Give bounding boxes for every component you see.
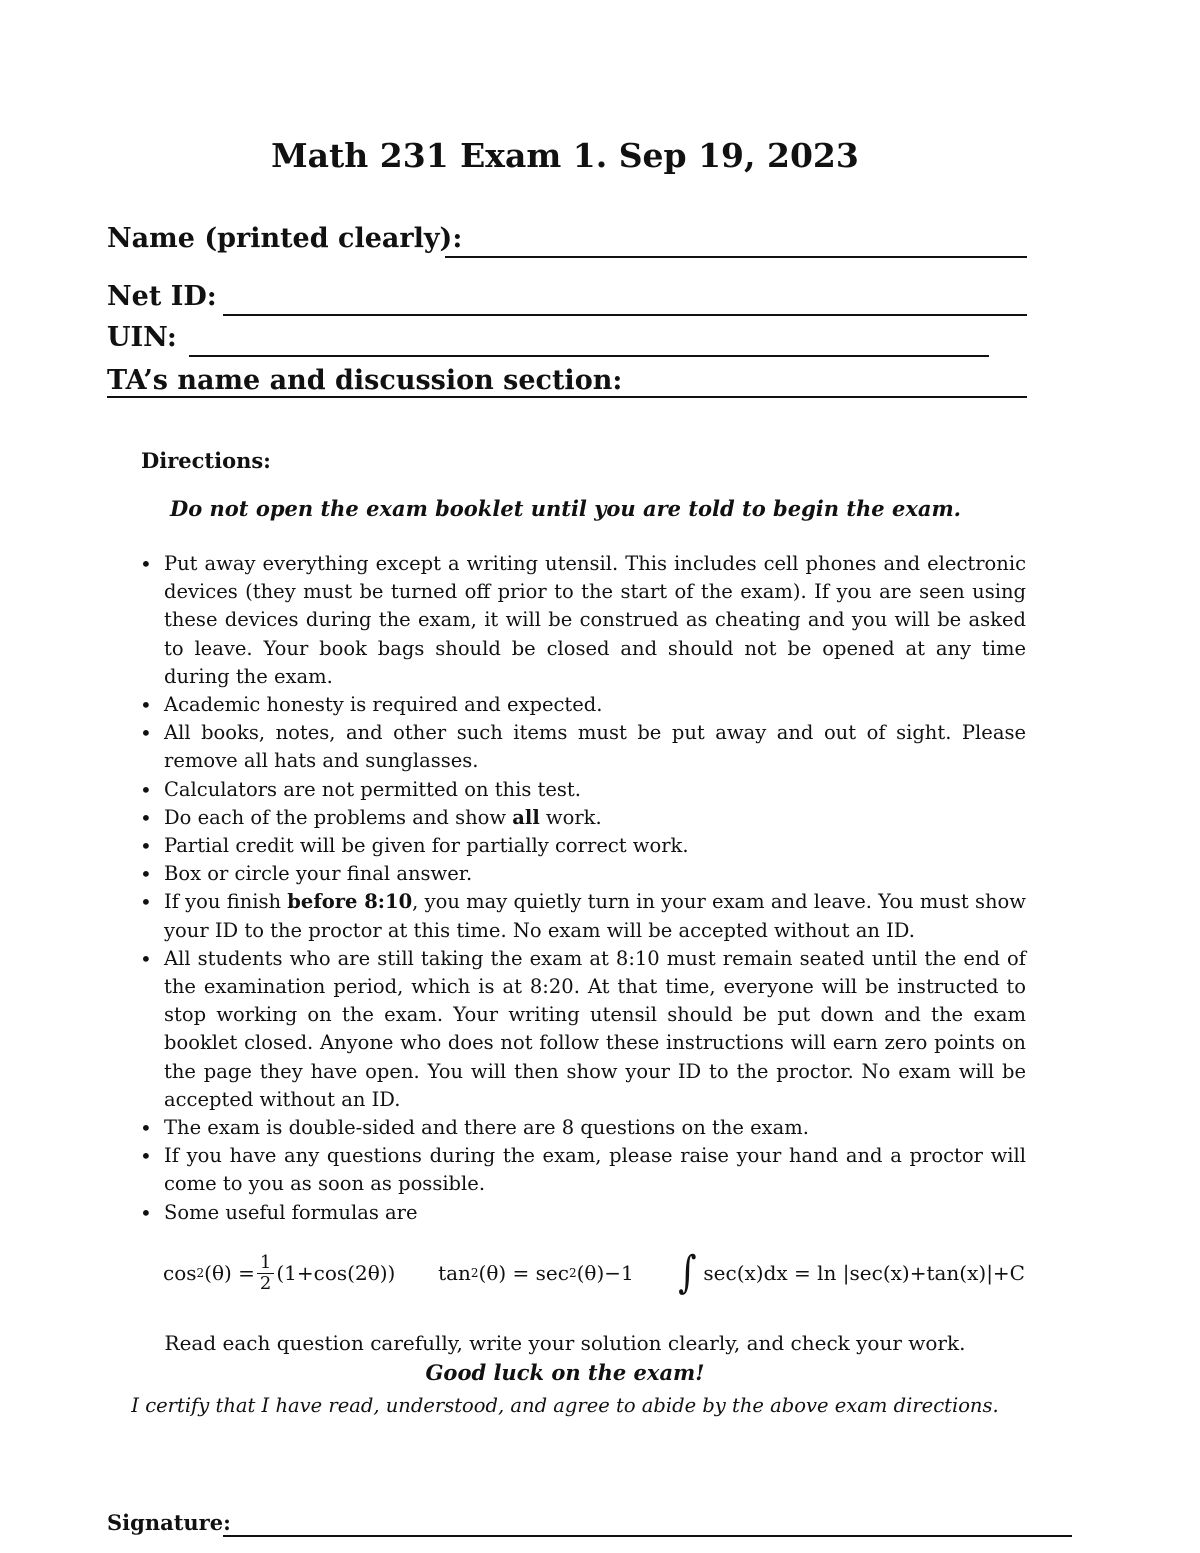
rule-item: • If you have any questions during the exam, please raise your hand and a proctor will come to you as soon as possible. [140, 1142, 1026, 1198]
rule-item: • All students who are still taking the exam at 8:10 must remain seated until the end of the examination period, which is at 8:20. At that time, everyone will be instructed to stop working on the exam. Your writing utensil should be put down and the exam booklet closed. Anyone who does not follow these instructions will earn zero points on the page they have open. You will then show your ID to the proctor. No exam will be accepted without an ID. [140, 945, 1026, 1114]
ta-field[interactable] [107, 362, 1027, 398]
uin-blank-line[interactable] [189, 355, 989, 357]
good-luck-text: Good luck on the exam! [425, 1360, 705, 1385]
uin-field[interactable] [107, 321, 989, 357]
rule-item: • Box or circle your final answer. [140, 860, 1026, 888]
name-blank-line[interactable] [445, 256, 1027, 258]
tan-squared-formula: tan 2 (θ) = sec 2 (θ)−1 [438, 1261, 634, 1285]
formulas-row [163, 1243, 1025, 1303]
net-id-field[interactable] [107, 280, 1027, 316]
one-half-fraction: $\frac{1}{2}$ [257, 1253, 274, 1294]
rule-item: • Put away everything except a writing utensil. This includes cell phones and electronic devices (they must be turned off prior to the start of the exam). If you are seen using these devices during the exam, it will be construed as cheating and you will be asked to leave. Your book bags should be closed and should not be opened at any time during the exam. [140, 550, 1026, 691]
signature-field[interactable] [107, 1503, 1072, 1537]
ta-blank-line[interactable] [107, 396, 1027, 398]
rule-item: • Partial credit will be given for partially correct work. [140, 832, 1026, 860]
rule-item: • Academic honesty is required and expected. [140, 691, 1026, 719]
name-label: Name (printed clearly): [107, 223, 463, 254]
name-field[interactable] [107, 222, 1027, 258]
signature-blank-line[interactable] [223, 1535, 1072, 1537]
rule-item: • All books, notes, and other such items must be put away and out of sight. Please remove all hats and sunglasses. [140, 719, 1026, 775]
certify-statement: I certify that I have read, understood, and agree to abide by the above exam directions. [131, 1394, 999, 1417]
uin-label: UIN: [107, 322, 177, 353]
rule-item: • The exam is double-sided and there are 8 questions on the exam. [140, 1114, 1026, 1142]
rule-item: • Calculators are not permitted on this test. [140, 776, 1026, 804]
read-instruction: Read each question carefully, write your solution clearly, and check your work. [164, 1331, 966, 1355]
net-id-blank-line[interactable] [223, 314, 1027, 316]
directions-heading: Directions: [141, 448, 271, 473]
directions-warning: Do not open the exam booklet until you are told to begin the exam. [170, 496, 961, 521]
integral-sign: ∫ [678, 1247, 698, 1298]
rule-item: • Some useful formulas are [140, 1199, 1026, 1227]
rules-list [140, 550, 1026, 1227]
cos-squared-formula: cos 2 (θ) = $\frac{1}{2}$ (1+cos(2θ)) [163, 1251, 396, 1294]
sec-integral-formula: ∫ sec(x)dx = ln |sec(x)+tan(x)|+C [678, 1247, 1025, 1298]
ta-label: TA’s name and discussion section: [107, 365, 623, 396]
signature-label: Signature: [107, 1510, 231, 1535]
rule-item: • Do each of the problems and show all work. [140, 804, 1026, 832]
rule-item: • If you finish before 8:10, you may quietly turn in your exam and leave. You must show your ID to the proctor at this time. No exam will be accepted without an ID. [140, 888, 1026, 944]
exam-title: Math 231 Exam 1. Sep 19, 2023 [271, 136, 859, 175]
net-id-label: Net ID: [107, 281, 217, 312]
